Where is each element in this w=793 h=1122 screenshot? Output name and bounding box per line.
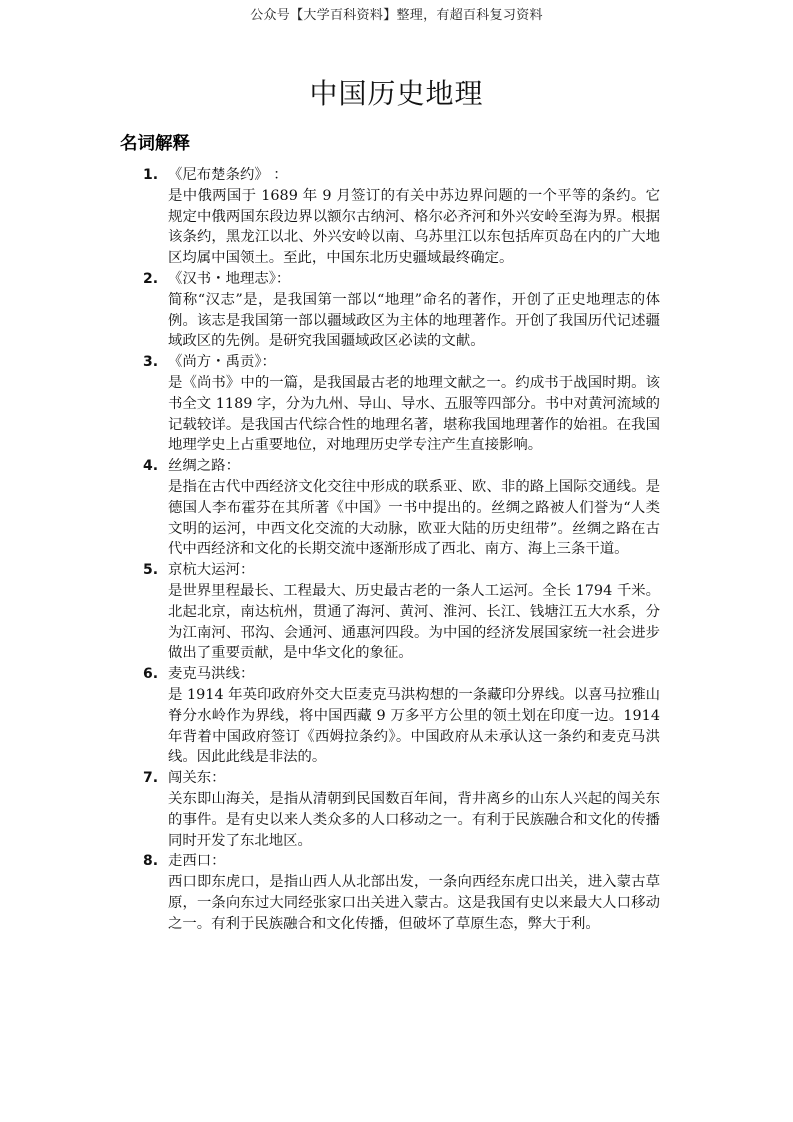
term-number: 8.: [143, 853, 159, 870]
term-name: 麦克马洪线：: [168, 666, 255, 683]
term-item: [140, 269, 660, 352]
term-definition: 关东即山海关，是指从清朝到民国数百年间，背井离乡的山东人兴起的闯关东的事件。是有史以来人类众多的人口移动之一。有利于民族融合和文化的传播同时开发了东北地区。: [168, 790, 660, 849]
term-definition: 是世界里程最长、工程最大、历史最古老的一条人工运河。全长 1794 千米。北起北京，南达杭州，贯通了海河、黄河、淮河、长江、钱塘江五大水系，分为江南河、邗沟、会通河、通惠河四段。为中国的经济发展国家统一社会进步做出了重要贡献，是中华文化的象征。: [168, 582, 660, 662]
term-item: [140, 768, 660, 851]
term-definition: 简称“汉志”是，是我国第一部以“地理”命名的著作，开创了正史地理志的体例。该志是我国第一部以疆域政区为主体的地理著作。开创了我国历代记述疆域政区的先例。是研究我国疆域政区必读的文献。: [168, 291, 660, 350]
term-name: 《汉书・地理志》：: [168, 270, 291, 287]
term-item: [140, 664, 660, 768]
term-definition: 是中俄两国于 1689 年 9 月签订的有关中苏边界问题的一个平等的条约。它规定中俄两国东段边界以额尔古纳河、格尔必齐河和外兴安岭至海为界。根据该条约，黑龙江以北、外兴安岭以南、乌苏里江以东包括库页岛在内的广大地区均属中国领土。至此，中国东北历史疆域最终确定。: [168, 187, 660, 267]
term-number: 1.: [143, 167, 159, 183]
term-name: 《尚方・禹贡》：: [168, 354, 276, 371]
term-item: [140, 165, 660, 269]
document-title: 中国历史地理: [309, 77, 484, 110]
term-name: 京杭大运河：: [168, 562, 255, 579]
term-name: 闯关东：: [168, 770, 226, 787]
header-note: 公众号【大学百科资料】整理，有超百科复习资料: [250, 8, 543, 23]
term-definition: 西口即东虎口，是指山西人从北部出发，一条向西经东虎口出关，进入蒙古草原，一条向东过大同经张家口出关进入蒙古。这是我国有史以来最大人口移动之一。有利于民族融合和文化传播，但破坏了草原生态，弊大于利。: [168, 874, 660, 932]
term-name: 走西口：: [168, 853, 226, 870]
term-item: [140, 851, 660, 934]
term-item: [140, 456, 660, 560]
section-heading: 名词解释: [120, 134, 190, 154]
term-name: 丝绸之路：: [168, 458, 240, 475]
term-definition: 是《尚书》中的一篇，是我国最古老的地理文献之一。约成书于战国时期。该书全文 1189 字，分为九州、导山、导水、五服等四部分。书中对黄河流域的记载较详。是我国古代综合性的地理名著，堪称我国地理著作的始祖。在我国地理学史上占重要地位，对地理历史学专注产生直接影响。: [168, 374, 660, 454]
term-number: 4.: [143, 458, 159, 475]
term-definition: 是指在古代中西经济文化交往中形成的联系亚、欧、非的路上国际交通线。是德国人李布霍芬在其所著《中国》一书中提出的。丝绸之路被人们誉为“人类文明的运河，中西文化交流的大动脉，欧亚大陆的历史纽带”。丝绸之路在古代中西经济和文化的长期交流中逐渐形成了西北、南方、海上三条干道。: [168, 478, 660, 558]
term-number: 2.: [143, 270, 159, 287]
term-list: [140, 165, 660, 934]
term-number: 6.: [143, 666, 159, 683]
term-name: 《尼布楚条约》 ：: [168, 167, 288, 183]
term-number: 3.: [143, 354, 159, 371]
term-number: 5.: [143, 562, 159, 579]
term-item: [140, 560, 660, 664]
term-number: 7.: [143, 770, 159, 787]
term-definition: 是 1914 年英印政府外交大臣麦克马洪构想的一条藏印分界线。以喜马拉雅山脊分水岭作为界线，将中国西藏 9 万多平方公里的领土划在印度一边。1914 年背着中国政府签订《西姆拉条约》。中国政府从未承认这一条约和麦克马洪线。因此此线是非法的。: [168, 686, 660, 766]
term-item: [140, 352, 660, 456]
